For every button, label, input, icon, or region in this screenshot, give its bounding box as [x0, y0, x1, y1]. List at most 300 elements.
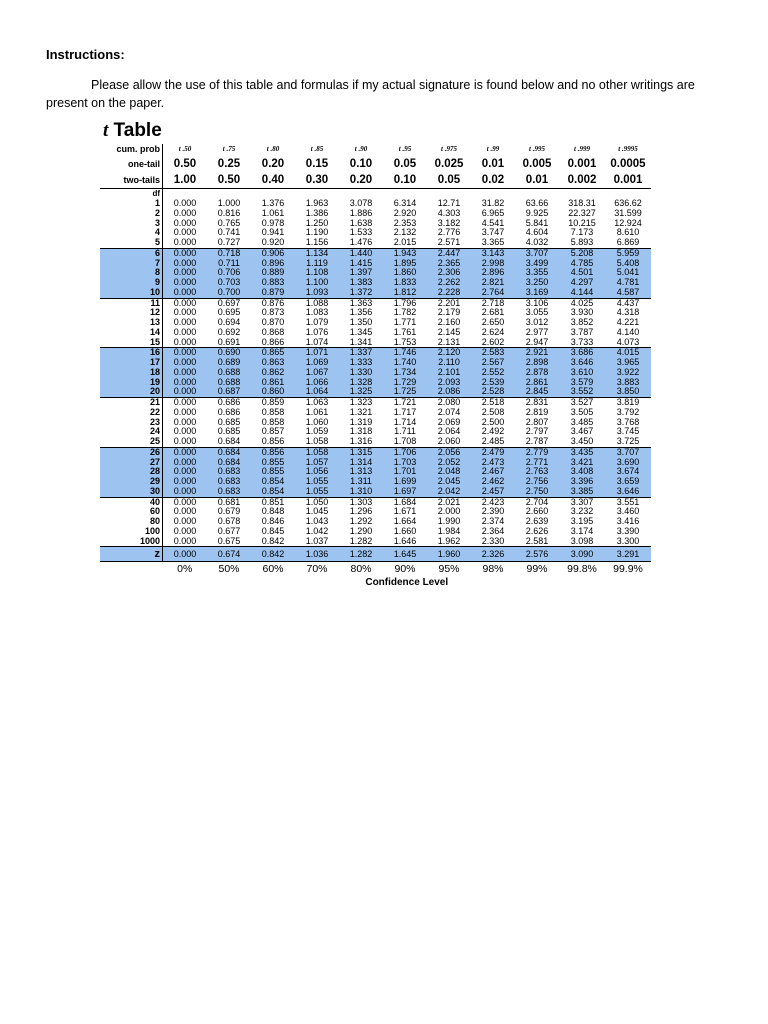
value-cell: 0.941	[261, 227, 285, 238]
value-cell: 0.978	[261, 217, 285, 228]
value-cell: 2.821	[471, 278, 515, 288]
value-cell: 2.201	[437, 297, 461, 308]
value-cell: 0.000	[173, 317, 197, 327]
value-cell: 1.895	[383, 259, 427, 269]
two-tails-cell: 0.02	[471, 172, 515, 189]
z-value-row	[100, 547, 651, 562]
value-cell: 1.761	[393, 326, 417, 337]
value-cell: 2.508	[481, 406, 505, 417]
value-cell: 63.66	[525, 198, 549, 208]
value-cell: 0.000	[163, 378, 208, 388]
confidence-label-row	[100, 577, 651, 589]
value-cell: 1.083	[305, 307, 329, 318]
table-title-word: Table	[108, 120, 162, 141]
z-value-cell: 1.282	[339, 547, 383, 562]
value-cell: 1.440	[339, 248, 383, 258]
value-cell: 3.396	[559, 477, 605, 487]
value-cell: 4.501	[559, 268, 605, 278]
value-cell: 0.711	[207, 259, 251, 269]
value-cell: 1.984	[437, 525, 461, 536]
value-cell: 1.721	[393, 397, 417, 407]
t-subscript-cell: t .995	[529, 145, 545, 154]
value-cell: 3.725	[605, 437, 651, 447]
confidence-cell: 60%	[251, 562, 295, 578]
value-cell: 1.363	[349, 297, 373, 308]
value-cell: 2.602	[471, 338, 515, 348]
two-tails-cell: 1.00	[163, 172, 208, 189]
table-row	[100, 437, 651, 447]
value-cell: 2.861	[515, 378, 559, 388]
value-cell: 1.740	[383, 358, 427, 368]
value-cell: 0.860	[251, 387, 295, 397]
value-cell: 1.058	[295, 447, 339, 457]
value-cell: 3.485	[570, 416, 594, 427]
z-value-cell: 1.036	[295, 547, 339, 562]
z-value-cell: 1.645	[383, 547, 427, 562]
value-cell: 6.869	[605, 238, 651, 248]
value-cell: 1.066	[295, 378, 339, 388]
value-cell: 0.687	[207, 387, 251, 397]
table-title	[103, 120, 162, 142]
value-cell: 3.787	[570, 326, 594, 337]
value-cell: 2.581	[515, 537, 559, 547]
value-cell: 0.694	[217, 317, 241, 327]
value-cell: 0.851	[261, 496, 285, 507]
value-cell: 1.660	[393, 525, 417, 536]
two-tails-label: two-tails	[100, 172, 163, 189]
df-cell: 20	[100, 387, 163, 397]
value-cell: 5.208	[559, 248, 605, 258]
value-cell: 3.385	[559, 487, 605, 497]
value-cell: 1.729	[383, 378, 427, 388]
value-cell: 3.174	[570, 525, 594, 536]
value-cell: 0.858	[261, 416, 285, 427]
value-cell: 1.753	[383, 338, 427, 348]
value-cell: 0.863	[251, 358, 295, 368]
df-cell: 40	[100, 497, 163, 507]
confidence-row	[100, 562, 651, 578]
value-cell: 1.000	[217, 198, 241, 208]
value-cell: 4.318	[616, 307, 640, 318]
two-tails-cell: 0.001	[605, 172, 651, 189]
value-cell: 4.303	[437, 207, 461, 218]
df-cell: 27	[100, 458, 163, 468]
confidence-cell: 98%	[471, 562, 515, 578]
z-value-cell: 0.000	[163, 547, 208, 562]
value-cell: 0.000	[173, 307, 197, 318]
value-cell: 0.000	[173, 506, 197, 517]
value-cell: 1.356	[349, 307, 373, 318]
value-cell: 0.686	[217, 397, 241, 407]
value-cell: 1.963	[305, 198, 329, 208]
value-cell: 4.073	[605, 338, 651, 348]
value-cell: 2.920	[393, 207, 417, 218]
two-tails-cell: 0.40	[251, 172, 295, 189]
value-cell: 1.319	[349, 416, 373, 427]
value-cell: 0.865	[251, 348, 295, 358]
value-cell: 2.650	[481, 317, 505, 327]
value-cell: 3.460	[616, 506, 640, 517]
value-cell: 4.541	[481, 217, 505, 228]
value-cell: 1.316	[339, 437, 383, 447]
df-cell: 9	[100, 278, 163, 288]
value-cell: 1.711	[394, 426, 416, 437]
value-cell: 1.717	[393, 406, 417, 417]
value-cell: 0.856	[251, 447, 295, 457]
value-cell: 3.232	[570, 506, 594, 517]
value-cell: 2.179	[437, 307, 461, 318]
value-cell: 3.792	[616, 406, 640, 417]
value-cell: 0.000	[173, 416, 197, 427]
t-subscript-cell: t .99	[486, 145, 500, 154]
df-cell: 14	[100, 328, 163, 338]
value-cell: 2.074	[437, 406, 461, 417]
value-cell: 1.415	[339, 259, 383, 269]
value-cell: 1.313	[339, 467, 383, 477]
value-cell: 5.408	[605, 259, 651, 269]
value-cell: 0.870	[261, 317, 285, 327]
confidence-cell: 95%	[427, 562, 471, 578]
df-cell: 17	[100, 358, 163, 368]
df-cell: 10	[100, 288, 163, 298]
cum-prob-label: cum. prob	[100, 144, 163, 156]
value-cell: 2.807	[525, 416, 549, 427]
df-cell: 80	[100, 517, 163, 527]
value-cell: 4.604	[525, 227, 549, 238]
df-cell: 2	[100, 209, 163, 219]
value-cell: 3.527	[570, 397, 594, 407]
value-cell: 1.055	[295, 487, 339, 497]
value-cell: 1.697	[383, 487, 427, 497]
value-cell: 0.842	[251, 537, 295, 547]
value-cell: 3.930	[570, 307, 594, 318]
value-cell: 1.076	[305, 326, 329, 337]
value-cell: 22.327	[568, 207, 596, 218]
value-cell: 1.833	[383, 278, 427, 288]
value-cell: 0.862	[251, 368, 295, 378]
value-cell: 1.042	[305, 525, 329, 536]
value-cell: 1.069	[295, 358, 339, 368]
value-cell: 4.140	[616, 326, 640, 337]
value-cell: 0.686	[217, 406, 241, 417]
value-cell: 0.883	[251, 278, 295, 288]
df-cell: 22	[100, 408, 163, 418]
value-cell: 0.848	[261, 506, 285, 517]
value-cell: 0.876	[261, 297, 285, 308]
value-cell: 2.467	[471, 467, 515, 477]
t-subscript-cell: t .90	[354, 145, 368, 154]
value-cell: 2.998	[471, 259, 515, 269]
confidence-cell: 80%	[339, 562, 383, 578]
two-tails-cell: 0.01	[515, 172, 559, 189]
value-cell: 0.000	[163, 467, 208, 477]
z-value-cell: 3.090	[559, 547, 605, 562]
value-cell: 1.397	[339, 268, 383, 278]
two-tails-cell: 0.05	[427, 172, 471, 189]
value-cell: 1.703	[383, 458, 427, 468]
value-cell: 3.450	[559, 437, 605, 447]
value-cell: 0.685	[217, 426, 241, 437]
value-cell: 1.646	[383, 537, 427, 547]
table-row	[100, 487, 651, 497]
t-subscript-row	[100, 144, 651, 156]
value-cell: 3.421	[559, 458, 605, 468]
value-cell: 1.699	[383, 477, 427, 487]
value-cell: 3.745	[616, 426, 640, 437]
value-cell: 6.314	[393, 198, 417, 208]
two-tails-cell: 0.002	[559, 172, 605, 189]
value-cell: 2.093	[427, 378, 471, 388]
value-cell: 5.841	[525, 217, 549, 228]
value-cell: 0.000	[163, 537, 208, 547]
value-cell: 2.552	[471, 368, 515, 378]
value-cell: 2.518	[481, 397, 505, 407]
value-cell: 1.476	[339, 238, 383, 248]
value-cell: 0.873	[261, 307, 285, 318]
value-cell: 0.765	[217, 217, 241, 228]
value-cell: 2.462	[471, 477, 515, 487]
value-cell: 2.819	[525, 406, 549, 417]
value-cell: 3.883	[605, 378, 651, 388]
value-cell: 3.610	[559, 368, 605, 378]
value-cell: 3.467	[570, 426, 594, 437]
value-cell: 3.078	[349, 198, 373, 208]
value-cell: 5.959	[605, 248, 651, 258]
t-subscript-cell: t .80	[266, 145, 280, 154]
value-cell: 3.408	[559, 467, 605, 477]
value-cell: 1.330	[339, 368, 383, 378]
value-cell: 2.626	[525, 525, 549, 536]
value-cell: 1.296	[349, 506, 373, 517]
value-cell: 1.782	[393, 307, 417, 318]
value-cell: 2.330	[471, 537, 515, 547]
value-cell: 1.533	[349, 227, 373, 238]
value-cell: 4.437	[616, 297, 640, 308]
table-row	[100, 387, 651, 397]
value-cell: 1.337	[339, 348, 383, 358]
df-cell: 15	[100, 338, 163, 348]
value-cell: 0.000	[173, 217, 197, 228]
value-cell: 3.250	[515, 278, 559, 288]
value-cell: 0.846	[261, 516, 285, 526]
value-cell: 2.718	[481, 297, 505, 308]
value-cell: 2.896	[471, 268, 515, 278]
table-row	[100, 288, 651, 298]
z-value-cell: 1.960	[427, 547, 471, 562]
value-cell: 0.879	[251, 288, 295, 298]
df-cell: 18	[100, 368, 163, 378]
df-cell: 100	[100, 527, 163, 537]
value-cell: 1.325	[339, 387, 383, 397]
value-cell: 2.485	[471, 437, 515, 447]
value-cell: 1.746	[383, 348, 427, 358]
value-cell: 0.675	[207, 537, 251, 547]
confidence-cell: 90%	[383, 562, 427, 578]
value-cell: 1.292	[349, 516, 373, 526]
value-cell: 3.850	[605, 387, 651, 397]
value-cell: 2.353	[393, 217, 417, 228]
value-cell: 1.057	[295, 458, 339, 468]
value-cell: 1.037	[295, 537, 339, 547]
value-cell: 0.000	[173, 207, 197, 218]
df-cell: 28	[100, 467, 163, 477]
value-cell: 4.587	[605, 288, 651, 298]
value-cell: 0.920	[251, 238, 295, 248]
value-cell: 2.262	[427, 278, 471, 288]
value-cell: 3.674	[605, 467, 651, 477]
value-cell: 0.683	[207, 487, 251, 497]
value-cell: 1.282	[339, 537, 383, 547]
table-title-letter: t	[103, 120, 109, 141]
confidence-cell: 99.9%	[605, 562, 651, 578]
df-cell: 7	[100, 259, 163, 269]
value-cell: 12.71	[437, 198, 461, 208]
value-cell: 3.098	[559, 537, 605, 547]
value-cell: 3.499	[515, 259, 559, 269]
value-cell: 2.110	[427, 358, 471, 368]
value-cell: 0.000	[163, 278, 208, 288]
value-cell: 2.069	[437, 416, 461, 427]
df-cell: 23	[100, 418, 163, 428]
value-cell: 1.708	[383, 437, 427, 447]
value-cell: 1.119	[295, 259, 339, 269]
value-cell: 1.079	[305, 317, 329, 327]
df-cell: 12	[100, 308, 163, 318]
value-cell: 4.032	[515, 238, 559, 248]
value-cell: 1.315	[339, 447, 383, 457]
value-cell: 1.058	[295, 437, 339, 447]
value-cell: 2.681	[481, 307, 505, 318]
value-cell: 0.678	[217, 516, 241, 526]
df-label: df	[100, 189, 163, 200]
two-tails-cell: 0.50	[207, 172, 251, 189]
value-cell: 3.307	[570, 496, 594, 507]
value-cell: 3.646	[559, 358, 605, 368]
value-cell: 2.120	[427, 348, 471, 358]
value-cell: 3.552	[559, 387, 605, 397]
value-cell: 1.061	[261, 207, 285, 218]
value-cell: 0.000	[163, 487, 208, 497]
value-cell: 2.052	[427, 458, 471, 468]
value-cell: 1.074	[295, 338, 339, 348]
value-cell: 0.000	[163, 368, 208, 378]
value-cell: 1.323	[349, 397, 373, 407]
value-cell: 0.000	[163, 259, 208, 269]
df-cell: 24	[100, 427, 163, 437]
value-cell: 0.000	[173, 397, 197, 407]
value-cell: 1.328	[339, 378, 383, 388]
value-cell: 2.374	[481, 516, 505, 526]
value-cell: 2.539	[471, 378, 515, 388]
t-subscript-cell: t .9995	[618, 145, 638, 154]
value-cell: 2.776	[437, 227, 461, 238]
confidence-cell: 99.8%	[559, 562, 605, 578]
value-cell: 0.000	[163, 387, 208, 397]
value-cell: 3.416	[616, 516, 640, 526]
value-cell: 0.700	[207, 288, 251, 298]
value-cell: 1.050	[305, 496, 329, 507]
value-cell: 2.000	[437, 506, 461, 517]
value-cell: 4.221	[616, 317, 640, 327]
df-cell: 4	[100, 228, 163, 238]
value-cell: 0.000	[173, 426, 197, 437]
t-subscript-cell: t .95	[398, 145, 412, 154]
value-cell: 3.733	[559, 338, 605, 348]
z-value-cell: 2.326	[471, 547, 515, 562]
value-cell: 0.868	[261, 326, 285, 337]
value-cell: 1.250	[305, 217, 329, 228]
value-cell: 1.055	[295, 477, 339, 487]
value-cell: 1.725	[383, 387, 427, 397]
value-cell: 3.747	[481, 227, 505, 238]
value-cell: 0.000	[163, 358, 208, 368]
value-cell: 3.707	[515, 248, 559, 258]
value-cell: 2.228	[427, 288, 471, 298]
df-cell: 26	[100, 447, 163, 457]
t-subscript-cell: t .75	[222, 145, 236, 154]
value-cell: 0.000	[173, 406, 197, 417]
value-cell: 10.215	[568, 217, 596, 228]
value-cell: 1.372	[339, 288, 383, 298]
z-value-cell: 0.674	[207, 547, 251, 562]
value-cell: 1.290	[349, 525, 373, 536]
value-cell: 2.473	[471, 458, 515, 468]
value-cell: 0.000	[173, 496, 197, 507]
value-cell: 1.684	[393, 496, 417, 507]
value-cell: 0.679	[217, 506, 241, 517]
value-cell: 1.310	[339, 487, 383, 497]
confidence-cell: 0%	[163, 562, 208, 578]
value-cell: 3.169	[515, 288, 559, 298]
value-cell: 2.101	[427, 368, 471, 378]
value-cell: 1.064	[295, 387, 339, 397]
confidence-cell: 50%	[207, 562, 251, 578]
value-cell: 1.386	[305, 207, 329, 218]
df-cell: 16	[100, 348, 163, 358]
t-table	[100, 144, 651, 589]
value-cell: 2.567	[471, 358, 515, 368]
two-tails-cell: 0.10	[383, 172, 427, 189]
value-cell: 3.055	[525, 307, 549, 318]
value-cell: 0.000	[173, 516, 197, 526]
value-cell: 0.684	[207, 458, 251, 468]
value-cell: 2.771	[515, 458, 559, 468]
value-cell: 1.701	[383, 467, 427, 477]
value-cell: 0.706	[207, 268, 251, 278]
value-cell: 0.000	[163, 477, 208, 487]
df-cell: 1	[100, 199, 163, 209]
confidence-label-spacer	[100, 577, 163, 589]
value-cell: 2.947	[515, 338, 559, 348]
value-cell: 2.878	[515, 368, 559, 378]
one-tail-cell: 0.0005	[610, 158, 646, 170]
value-cell: 0.683	[207, 467, 251, 477]
one-tail-cell: 0.001	[567, 158, 597, 170]
value-cell: 4.015	[605, 348, 651, 358]
instructions-heading: Instructions:	[46, 47, 125, 62]
value-cell: 4.297	[559, 278, 605, 288]
z-value-cell: 3.291	[605, 547, 651, 562]
value-cell: 2.921	[515, 348, 559, 358]
table-row	[100, 338, 651, 348]
two-tails-row	[100, 172, 651, 189]
value-cell: 0.683	[207, 477, 251, 487]
value-cell: 1.314	[339, 458, 383, 468]
table-row	[100, 238, 651, 248]
value-cell: 0.718	[207, 248, 251, 258]
value-cell: 0.857	[261, 426, 285, 437]
value-cell: 3.182	[437, 217, 461, 228]
